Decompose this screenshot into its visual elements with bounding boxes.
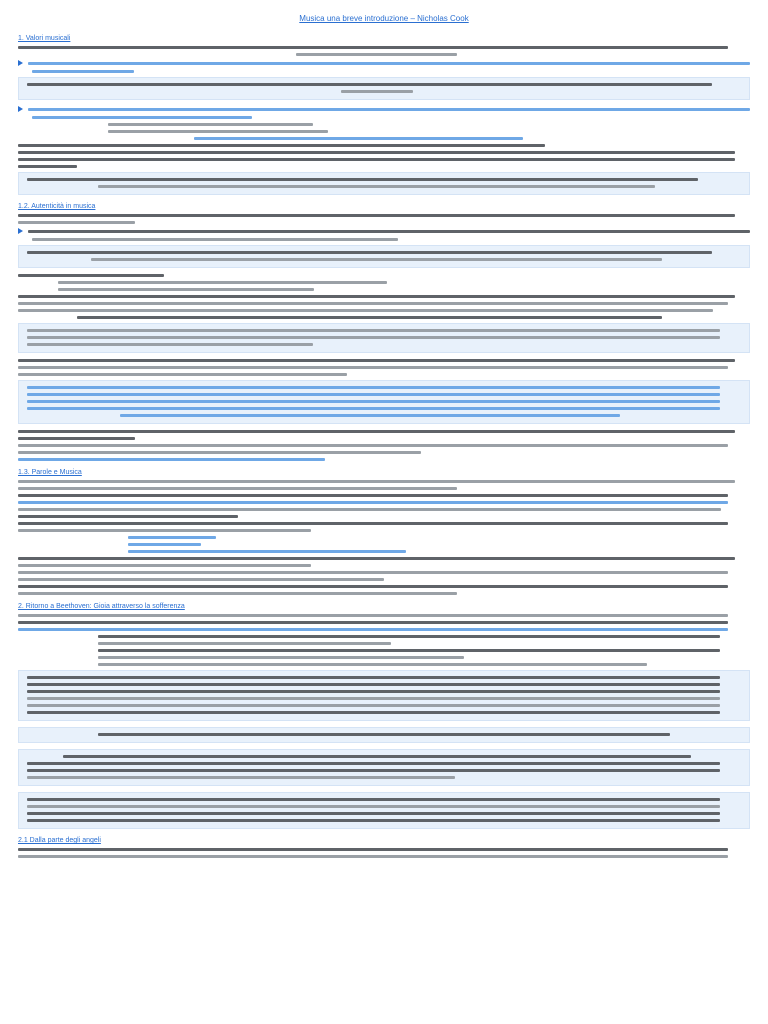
bullet-item xyxy=(18,228,750,234)
text-block xyxy=(18,480,750,595)
section-heading: 1.2. Autenticità in musica xyxy=(18,203,96,210)
bullet-item xyxy=(18,106,750,112)
text-block xyxy=(18,359,750,376)
highlight-box xyxy=(18,172,750,195)
text-block xyxy=(18,144,750,168)
bullet-icon xyxy=(18,60,23,66)
highlight-box xyxy=(18,77,750,100)
text-block xyxy=(18,274,750,319)
highlight-box xyxy=(18,245,750,268)
text-block xyxy=(18,430,750,461)
highlight-box xyxy=(18,727,750,743)
highlight-box xyxy=(18,670,750,721)
text-block xyxy=(18,116,750,140)
text-block xyxy=(18,238,750,241)
section-heading: 1.3. Parole e Musica xyxy=(18,469,82,476)
section-heading: 2.1 Dalla parte degli angeli xyxy=(18,837,101,844)
bullet-item xyxy=(18,60,750,66)
section-heading: 1. Valori musicali xyxy=(18,35,71,42)
section-heading: 2. Ritorno a Beethoven: Gioia attraverso la sofferenza xyxy=(18,603,185,610)
highlight-box xyxy=(18,380,750,424)
text-block xyxy=(18,70,750,73)
highlight-box xyxy=(18,749,750,786)
highlight-box xyxy=(18,323,750,353)
bullet-icon xyxy=(18,106,23,112)
highlight-box xyxy=(18,792,750,829)
text-block xyxy=(18,46,750,56)
document-title: Musica una breve introduzione – Nicholas Cook xyxy=(299,14,469,23)
text-block xyxy=(18,614,750,666)
text-block xyxy=(18,214,750,224)
text-block xyxy=(18,848,750,858)
bullet-icon xyxy=(18,228,23,234)
